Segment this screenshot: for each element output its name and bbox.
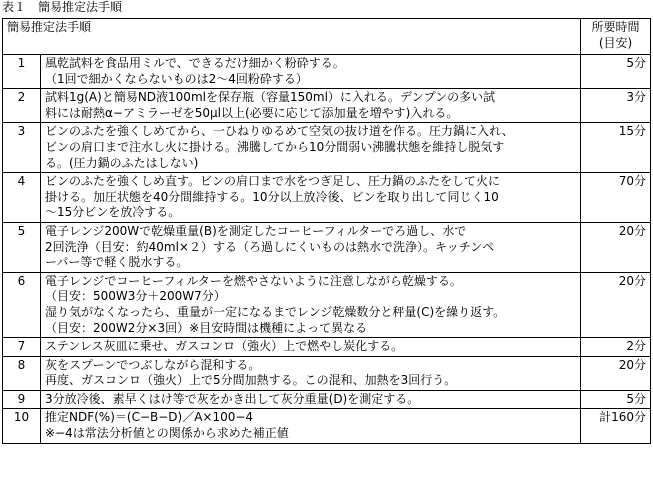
step-line: ビンの肩口まで注水し火に掛ける。沸騰してから10分間弱い沸騰状態を維持し脱気す — [45, 139, 505, 154]
step-number: 2 — [3, 89, 41, 123]
step-line: 灰をスプーンでつぶしながら混和する。 — [45, 357, 261, 372]
step-line: ーパー等で軽く脱水する。 — [45, 255, 189, 270]
step-description — [41, 390, 581, 409]
step-line: る。(圧力鍋のふたはしない) — [45, 155, 199, 170]
step-time: 計160分 — [581, 409, 651, 443]
step-number: 10 — [3, 409, 41, 443]
step-number: 8 — [3, 356, 41, 390]
step-description — [41, 123, 581, 173]
step-line: 再度、ガスコンロ（強火）上で5分間加熱する。この混和、加熱を3回行う。 — [45, 373, 457, 388]
step-description — [41, 89, 581, 123]
step-description — [41, 338, 581, 357]
step-number: 1 — [3, 55, 41, 89]
step-line: 電子レンジでコーヒーフィルターを燃やさないように注意しながら乾燥する。 — [45, 273, 462, 288]
step-number: 6 — [3, 272, 41, 337]
step-description — [41, 272, 581, 337]
step-description — [41, 356, 581, 390]
table-row — [3, 272, 651, 337]
step-line: 電子レンジ200Wで乾燥重量(B)を測定したコーヒーフィルターでろ過し、水で — [45, 223, 467, 238]
step-description — [41, 173, 581, 223]
step-time: 20分 — [581, 356, 651, 390]
step-line: ビンのふたを強くしめ直す。ビンの肩口まで水をつぎ足し、圧力鍋のふたをして火に — [45, 174, 501, 189]
header-time — [581, 19, 651, 55]
table-row — [3, 123, 651, 173]
step-time: 20分 — [581, 272, 651, 337]
step-number: 3 — [3, 123, 41, 173]
header-step: 簡易推定法手順 — [3, 19, 581, 55]
step-time: 3分 — [581, 89, 651, 123]
header-time-line: 所要時間 — [591, 20, 640, 34]
step-line: （目安：500W3分＋200W7分） — [45, 289, 226, 304]
step-line: 推定NDF(%)＝(C−B−D)／A×100−4 — [45, 410, 254, 425]
procedure-table — [2, 18, 651, 444]
step-line: ステンレス灰皿に乗せ、ガスコンロ（強火）上で燃やし炭化する。 — [45, 339, 404, 354]
step-line: 料には耐熱α−アミラーゼを50μl以上(必要に応じて添加量を増やす)入れる。 — [45, 105, 459, 120]
step-line: 掛ける。加圧状態を40分間維持する。10分以上放冷後、ビンを取り出して同じく10 — [45, 189, 499, 204]
table-row — [3, 338, 651, 357]
step-time: 5分 — [581, 55, 651, 89]
step-time: 15分 — [581, 123, 651, 173]
table-row — [3, 390, 651, 409]
table-header-row — [3, 19, 651, 55]
step-line: 湿り気がなくなったら、重量が一定になるまでレンジ乾燥数分と秤量(C)を繰り返す。 — [45, 304, 506, 319]
step-number: 9 — [3, 390, 41, 409]
step-line: ビンのふたを強くしめてから、一ひねりゆるめて空気の抜け道を作る。圧力鍋に入れ、 — [45, 124, 514, 139]
step-line: （目安：200W2分×3回）※目安時間は機種によって異なる — [45, 320, 368, 335]
table-caption: 表１ 簡易推定法手順 — [2, 0, 123, 14]
step-line: 3分放冷後、素早くはけ等で灰をかき出して灰分重量(D)を測定する。 — [45, 391, 420, 406]
step-time: 5分 — [581, 390, 651, 409]
step-time: 2分 — [581, 338, 651, 357]
step-description — [41, 55, 581, 89]
table-row — [3, 222, 651, 272]
step-line: 風乾試料を食品用ミルで、できるだけ細かく粉砕する。 — [45, 56, 345, 70]
step-line: 試料1g(A)と簡易ND液100mlを保存瓶（容量150ml）に入れる。デンプンの多い試 — [45, 90, 496, 105]
step-line: ※−4は常法分析値との関係から求めた補正値 — [45, 426, 289, 441]
table-row — [3, 55, 651, 89]
step-description — [41, 222, 581, 272]
step-line: （1回で細かくならないものは2～4回粉砕する） — [45, 71, 308, 86]
table-row — [3, 356, 651, 390]
step-number: 5 — [3, 222, 41, 272]
header-time-line: (目安) — [598, 35, 633, 50]
table-row — [3, 173, 651, 223]
step-line: ～15分ビンを放冷する。 — [45, 205, 181, 220]
table-row — [3, 89, 651, 123]
step-number: 7 — [3, 338, 41, 357]
step-time: 70分 — [581, 173, 651, 223]
table-row — [3, 409, 651, 443]
step-time: 20分 — [581, 222, 651, 272]
step-number: 4 — [3, 173, 41, 223]
step-description — [41, 409, 581, 443]
step-line: 2回洗浄（目安：約40ml×２）する（ろ過しにくいものは熱水で洗浄）。キッチンペ — [45, 239, 495, 254]
